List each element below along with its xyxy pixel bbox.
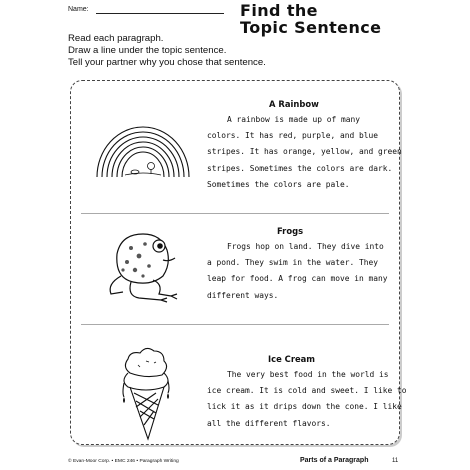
paragraph-line: different ways. [207, 290, 279, 300]
paragraph-line: Sometimes the colors are pale. [207, 179, 350, 189]
ice-cream-cone-icon [116, 343, 176, 443]
frog-icon [101, 224, 189, 308]
paragraph-line: stripes. It has orange, yellow, and green [207, 147, 402, 157]
paragraph-line: all the different flavors. [207, 418, 331, 428]
paragraph-line: ice cream. It is cold and sweet. I like to [207, 386, 407, 396]
instruction-3: Tell your partner why you chose that sentence. [68, 57, 266, 68]
instruction-1: Read each paragraph. [68, 33, 164, 44]
paragraph-ice-cream [207, 367, 407, 432]
paragraph-line: leap for food. A frog can move in many [207, 274, 388, 284]
rainbow-icon [91, 109, 196, 181]
instruction-2: Draw a line under the topic sentence. [68, 45, 227, 56]
page-title-line-1: Find the [240, 1, 318, 20]
name-line [96, 13, 224, 14]
paragraph-panel [70, 80, 407, 445]
paragraph-line: lick it as it drips down the cone. I like [207, 402, 402, 412]
page-title [240, 2, 381, 36]
footer-section-title: Parts of a Paragraph [300, 457, 369, 464]
paragraph-line: The very best food in the world is [227, 370, 389, 379]
page-number: 11 [392, 458, 399, 464]
paragraph-line: A rainbow is made up of many [227, 115, 361, 124]
page-title-line-2: Topic Sentence [240, 18, 382, 37]
paragraph-frogs [207, 239, 388, 304]
section-frogs [71, 214, 399, 324]
section-ice-cream [71, 325, 407, 445]
section-title-frogs: Frogs [277, 226, 304, 236]
section-title-rainbow: A Rainbow [269, 99, 319, 109]
section-rainbow [71, 81, 402, 201]
paragraph-line: a pond. They swim in the water. They [207, 258, 379, 268]
paragraph-rainbow [207, 112, 402, 193]
paragraph-line: stripes. Sometimes the colors are dark. [207, 163, 393, 173]
paragraph-line: colors. It has red, purple, and blue [207, 131, 379, 141]
instructions [68, 33, 266, 69]
paragraph-line: Frogs hop on land. They dive into [227, 242, 384, 251]
section-title-ice-cream: Ice Cream [268, 354, 316, 364]
name-label: Name: [68, 6, 89, 13]
footer-copyright: © Evan-Moor Corp. • EMC 246 • Paragraph Writing [68, 459, 179, 464]
